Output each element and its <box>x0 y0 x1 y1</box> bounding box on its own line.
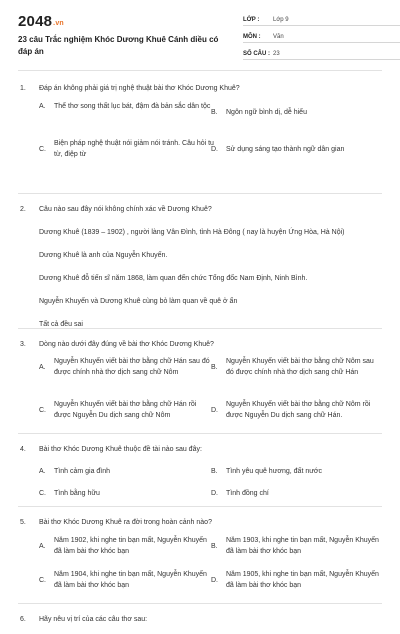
option-letter: B. <box>211 468 218 475</box>
statement-line: Dương Khuê (1839 – 1902) , người làng Vân Đình, tỉnh Hà Đông ( nay là huyện Ứng Hòa, Hà Nội) <box>39 229 345 236</box>
meta-label: SỐ CÂU : <box>243 51 270 57</box>
option-text: Nguyễn Khuyến viết bài thơ bằng chữ Nôm rồi được Nguyễn Du dịch sang chữ Hán. <box>226 401 371 419</box>
statement-line: Dương Khuê đỗ tiến sĩ năm 1868, làm quan đến chức Tổng đốc Nam Định, Ninh Bình. <box>39 275 308 282</box>
option-text: Tình đồng chí <box>226 490 269 497</box>
meta-value: 23 <box>273 51 280 57</box>
option-letter: C. <box>39 576 46 584</box>
option-text: Nguyễn Khuyến viết bài thơ bằng chữ Hán sau đó được chính nhà thơ dịch sang chữ Nôm <box>54 358 210 376</box>
question-number: 3. <box>20 341 26 348</box>
option-b[interactable] <box>211 107 381 118</box>
option-text: Tình bằng hữu <box>54 490 100 497</box>
option-letter: B. <box>211 363 218 371</box>
meta-row-grade <box>243 9 400 26</box>
option-text: Năm 1902, khi nghe tin bạn mất, Nguyễn Khuyến đã làm bài thơ khóc bạn <box>54 537 207 555</box>
option-letter: A. <box>39 363 46 371</box>
question-1 <box>18 83 382 193</box>
question-6 <box>18 604 382 634</box>
question-2 <box>18 194 382 328</box>
question-number: 6. <box>20 616 26 623</box>
option-letter: A. <box>39 542 46 550</box>
meta-row-count <box>243 43 400 60</box>
option-letter: A. <box>39 468 46 475</box>
option-a[interactable] <box>39 356 214 378</box>
option-c[interactable] <box>39 488 214 499</box>
statement-line: Tất cả đều sai <box>39 321 83 328</box>
option-letter: C. <box>39 406 46 414</box>
option-letter: D. <box>211 576 218 584</box>
option-letter: C. <box>39 145 46 153</box>
question-text: Bài thơ Khóc Dương Khuê ra đời trong hoàn cảnh nào? <box>39 519 212 526</box>
question-number: 2. <box>20 206 26 213</box>
option-letter: A. <box>39 103 46 110</box>
logo-text: 2048 <box>18 13 53 30</box>
question-text: Đáp án không phải giá trị nghệ thuật bài thơ Khóc Dương Khuê? <box>39 85 240 92</box>
option-text: Thể thơ song thất lục bát, đậm đà bản sắc dân tộc <box>54 103 211 110</box>
option-text: Ngôn ngữ bình dị, dễ hiểu <box>226 109 307 116</box>
option-text: Biện pháp nghệ thuật nói giảm nói tránh. Câu hỏi tu từ, điệp từ <box>54 140 214 158</box>
option-text: Nguyễn Khuyến viết bài thơ bằng chữ Nôm sau đó được chính nhà thơ dịch sang chữ Hán <box>226 358 374 376</box>
question-number: 5. <box>20 519 26 526</box>
statement-line: Dương Khuê là anh của Nguyễn Khuyến. <box>39 252 168 259</box>
option-letter: B. <box>211 542 218 550</box>
question-4 <box>18 434 382 506</box>
option-letter: D. <box>211 490 218 497</box>
question-text: Hãy nêu vị trí của các câu thơ sau: <box>39 616 148 623</box>
document-title: 23 câu Trắc nghiệm Khóc Dương Khuê Cánh diều có đáp án <box>18 35 219 56</box>
meta-label: MÔN : <box>243 34 261 40</box>
meta-row-subject <box>243 26 400 43</box>
option-text: Tình yêu quê hương, đất nước <box>226 468 322 475</box>
option-letter: B. <box>211 109 218 116</box>
option-text: Nguyễn Khuyến viết bài thơ bằng chữ Hán rồi được Nguyễn Du dịch sang chữ Nôm <box>54 401 197 419</box>
option-c[interactable] <box>39 138 214 160</box>
question-text: Câu nào sau đây nói không chính xác về Dương Khuê? <box>39 206 212 213</box>
header-divider <box>18 70 382 71</box>
option-text: Năm 1905, khi nghe tin bạn mất, Nguyễn Khuyến đã làm bài thơ khóc bạn <box>226 571 379 589</box>
meta-value: Văn <box>273 34 284 40</box>
question-number: 4. <box>20 446 26 453</box>
option-c[interactable] <box>39 569 214 591</box>
question-number: 1. <box>20 85 26 92</box>
question-text: Dòng nào dưới đây đúng về bài thơ Khóc Dương Khuê? <box>39 341 214 348</box>
logo-domain: .vn <box>53 20 64 27</box>
document-header <box>18 0 382 70</box>
option-a[interactable] <box>39 101 214 112</box>
option-letter: D. <box>211 406 218 414</box>
option-a[interactable] <box>39 466 214 477</box>
meta-value: Lớp 9 <box>273 17 289 23</box>
option-text: Năm 1904, khi nghe tin bạn mất, Nguyễn Khuyến đã làm bài thơ khóc bạn <box>54 571 207 589</box>
option-letter: D. <box>211 146 218 153</box>
option-d[interactable] <box>211 488 383 499</box>
option-a[interactable] <box>39 535 214 557</box>
option-text: Năm 1903, khi nghe tin bạn mất, Nguyễn Khuyến đã làm bài thơ khóc bạn <box>226 537 379 555</box>
question-3 <box>18 329 382 433</box>
option-letter: C. <box>39 490 46 497</box>
option-text: Tình cảm gia đình <box>54 468 111 475</box>
option-d[interactable] <box>211 399 383 421</box>
option-b[interactable] <box>211 356 383 378</box>
option-b[interactable] <box>211 535 383 557</box>
option-c[interactable] <box>39 399 214 421</box>
option-d[interactable] <box>211 569 383 591</box>
statement-line: Nguyễn Khuyến và Dương Khuê cùng bỏ làm quan về quê ở ẩn <box>39 298 238 305</box>
question-text: Bài thơ Khóc Dương Khuê thuộc đề tài nào sau đây: <box>39 446 202 453</box>
option-d[interactable] <box>211 144 381 155</box>
meta-label: LỚP : <box>243 17 260 23</box>
site-logo[interactable] <box>18 13 64 30</box>
question-5 <box>18 507 382 603</box>
option-b[interactable] <box>211 466 383 477</box>
option-text: Sử dụng sáng tạo thành ngữ dân gian <box>226 146 345 153</box>
document-meta <box>243 9 400 60</box>
